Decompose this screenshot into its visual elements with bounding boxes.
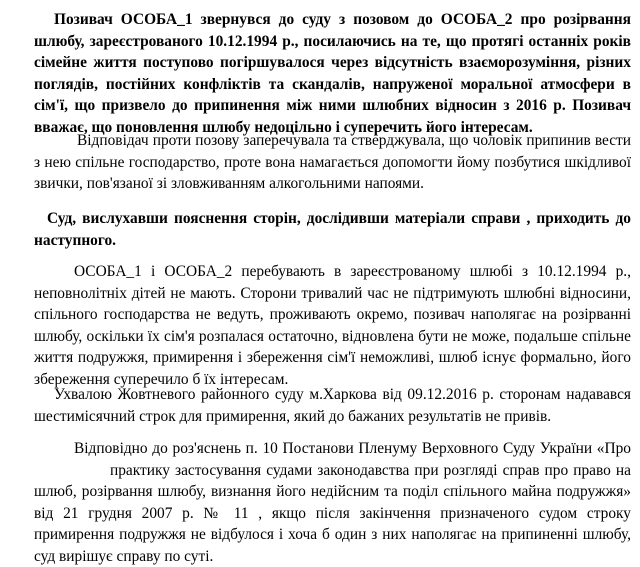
paragraph-marriage-facts: ОСОБА_1 і ОСОБА_2 перебувають в зареєстрованому шлюбі з 10.12.1994 р., неповнолітніх дітей не мають. Сторони тривалий час не підтримують шлюбні відносини, спільного господарства не ведуть, проживають окремо, позивач наполягає на розірванні шлюбу, оскільки їх сім'я розпалася остаточно, відновлена бути не може, подальше спільне життя подружжя, примирення і збереження сім'ї неможливі, шлюб існує формально, його збереження суперечило б їх інтересам. bbox=[34, 263, 631, 388]
legal-basis-text-rest: практику застосування судами законодавства при розгляді справ про право на шлюб, розірвання шлюбу, визнання його недійсним та поділ спільного майна подружжя» від 21 грудня 2007 р. № 11 , якщо після закінчення призначеного судом строку примирення подружжя не відбулося і хоча б один з них наполягає на припиненні шлюбу, суд вирішує справу по суті. bbox=[34, 461, 631, 565]
paragraph-claim: Позивач ОСОБА_1 звернувся до суду з позовом до ОСОБА_2 про розірвання шлюбу, зареєстрованого 10.12.1994 р., посилаючись на те, що протягі останніх років сімейне життя поступово погіршувалося через відсутність взаєморозуміння, різних поглядів, постійних конфліктів та скандалів, напруженої моральної атмосфери в сім'ї, що призвело до припинення між ними шлюбних відносин з 2016 р. Позивач вважає, що поновлення шлюбу недоцільно і суперечить його інтересам. bbox=[34, 11, 631, 136]
paragraph-court-findings-heading: Суд, вислухавши пояснення сторін, дослідивши матеріали справи , приходить до наступного. bbox=[34, 210, 631, 249]
paragraph-reconciliation-ruling: Ухвалою Жовтневого районного суду м.Харкова від 09.12.2016 р. сторонам надавався шестимісячний строк для примирення, який до бажаних результатів не привів. bbox=[34, 386, 631, 425]
legal-basis-text-start: Відповідно до роз'яснень п. 10 Постанови Пленуму Верховного Суду України «Про bbox=[74, 440, 631, 457]
paragraph-legal-basis bbox=[34, 438, 631, 567]
paragraph-defendant-position: Відповідач проти позову заперечувала та стверджувала, що чоловік припинив вести з нею спільне господарство, проте вона намагається допомогти йому позбутися шкідливої звички, пов'язаної зі зловживанням алкогольними напоями. bbox=[34, 132, 631, 192]
